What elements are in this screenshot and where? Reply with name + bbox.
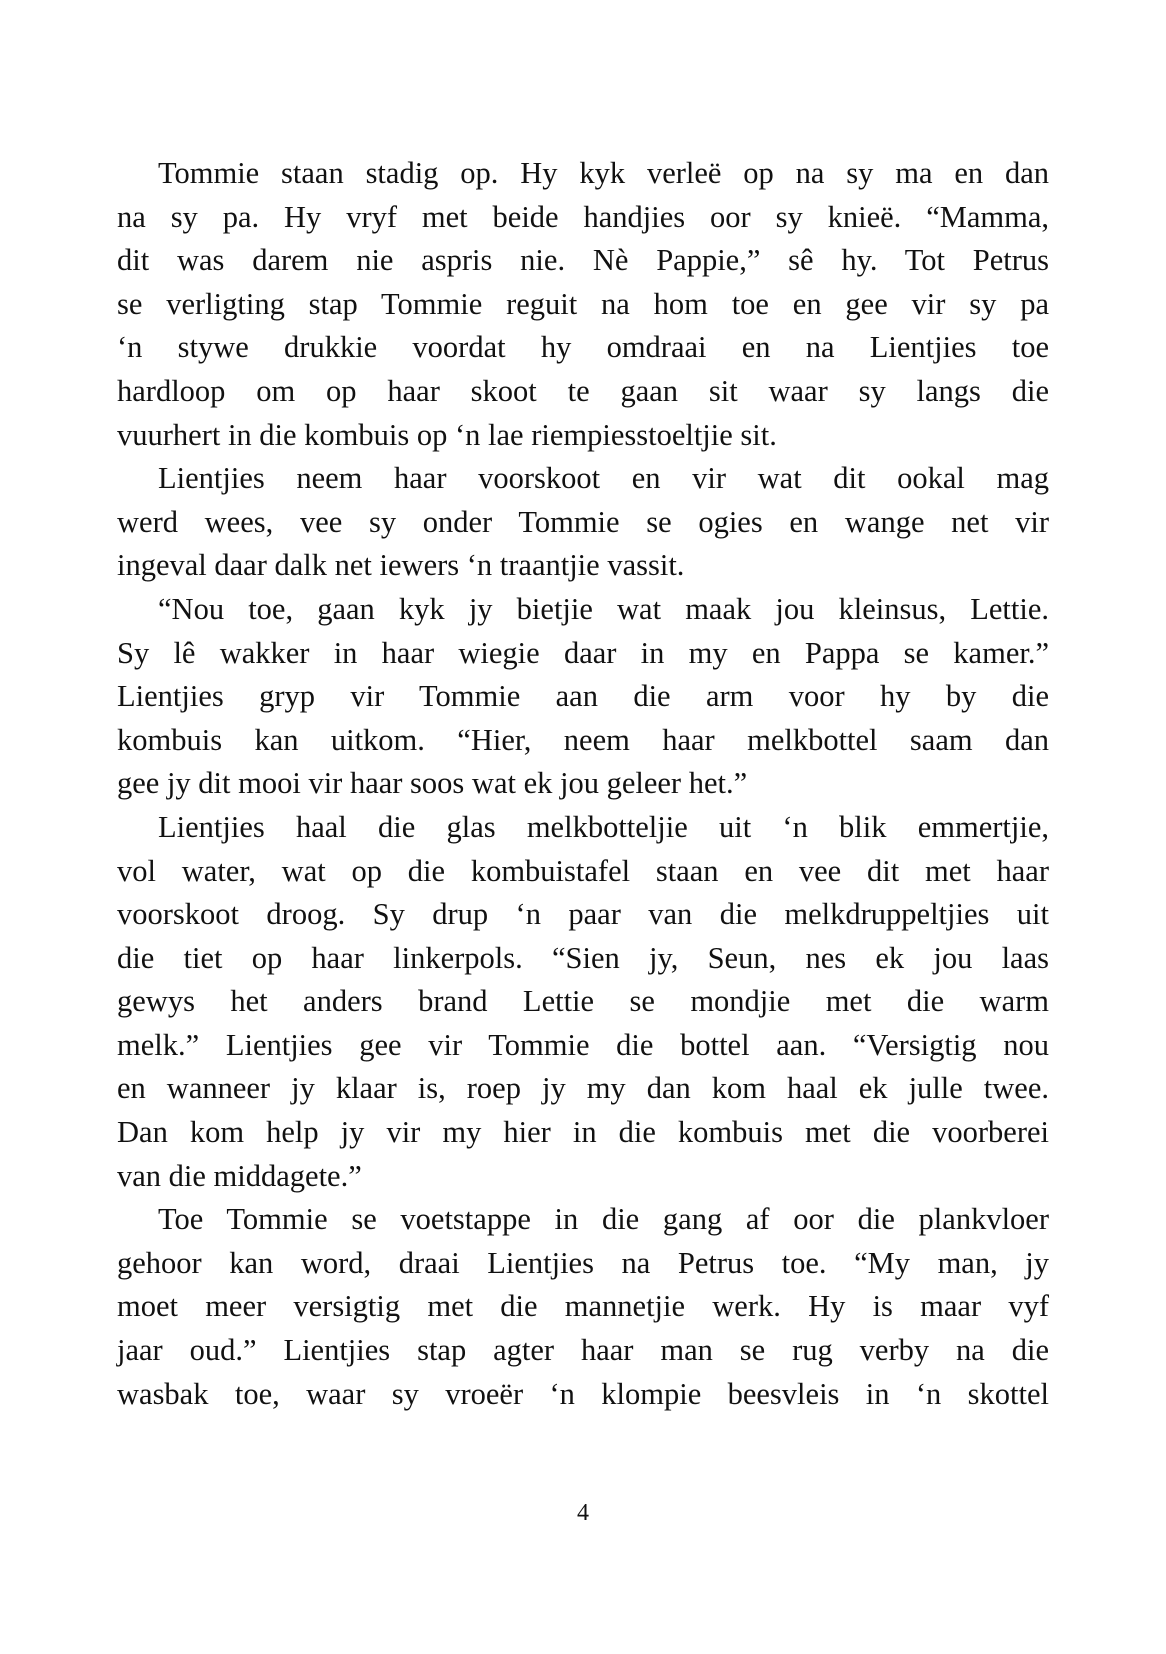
text-line: gewys het anders brand Lettie se mondjie met die warm — [117, 984, 1049, 1019]
text-line: dit was darem nie aspris nie. Nè Pappie,” sê hy. Tot Petrus — [117, 243, 1049, 278]
text-line: “Nou toe, gaan kyk jy bietjie wat maak jou kleinsus, Lettie. — [158, 591, 1049, 626]
text-line: die tiet op haar linkerpols. “Sien jy, Seun, nes ek jou laas — [117, 940, 1049, 975]
text-line: Lientjies haal die glas melkbotteljie uit ‘n blik emmertjie, — [158, 809, 1049, 844]
text-line: Sy lê wakker in haar wiegie daar in my en Pappa se kamer.” — [117, 635, 1049, 670]
text-line: melk.” Lientjies gee vir Tommie die bottel aan. “Versigtig nou — [117, 1027, 1049, 1062]
page-number: 4 — [577, 1500, 589, 1526]
text-line: van die middagete.” — [117, 1158, 362, 1193]
paragraph — [117, 806, 1049, 1198]
text-line: gehoor kan word, draai Lientjies na Petrus toe. “My man, jy — [117, 1245, 1049, 1280]
text-line: wasbak toe, waar sy vroeër ‘n klompie beesvleis in ‘n skottel — [117, 1376, 1049, 1411]
text-line: Toe Tommie se voetstappe in die gang af oor die plankvloer — [158, 1202, 1049, 1237]
text-line: vuurhert in die kombuis op ‘n lae riempiesstoeltjie sit. — [117, 417, 777, 452]
text-line: Dan kom help jy vir my hier in die kombuis met die voorberei — [117, 1115, 1049, 1150]
text-line: ‘n stywe drukkie voordat hy omdraai en na Lientjies toe — [117, 330, 1049, 365]
paragraph — [117, 588, 1049, 806]
text-line: Lientjies neem haar voorskoot en vir wat dit ookal mag — [158, 461, 1049, 496]
text-line: na sy pa. Hy vryf met beide handjies oor sy knieë. “Mamma, — [117, 199, 1049, 234]
text-line: Lientjies gryp vir Tommie aan die arm voor hy by die — [117, 679, 1049, 714]
paragraph — [117, 152, 1049, 457]
text-line: vol water, wat op die kombuistafel staan en vee dit met haar — [117, 853, 1049, 888]
text-line: en wanneer jy klaar is, roep jy my dan kom haal ek julle twee. — [117, 1071, 1049, 1106]
text-line: hardloop om op haar skoot te gaan sit waar sy langs die — [117, 373, 1049, 408]
text-line: jaar oud.” Lientjies stap agter haar man se rug verby na die — [117, 1333, 1049, 1368]
text-line: ingeval daar dalk net iewers ‘n traantjie vassit. — [117, 548, 685, 583]
text-line: gee jy dit mooi vir haar soos wat ek jou geleer het.” — [117, 766, 748, 801]
text-line: voorskoot droog. Sy drup ‘n paar van die melkdruppeltjies uit — [117, 897, 1049, 932]
paragraph — [117, 457, 1049, 588]
text-line: moet meer versigtig met die mannetjie werk. Hy is maar vyf — [117, 1289, 1049, 1324]
text-line: Tommie staan stadig op. Hy kyk verleë op na sy ma en dan — [158, 156, 1049, 190]
text-line: werd wees, vee sy onder Tommie se ogies en wange net vir — [117, 504, 1049, 539]
text-line: se verligting stap Tommie reguit na hom toe en gee vir sy pa — [117, 286, 1049, 321]
text-line: kombuis kan uitkom. “Hier, neem haar melkbottel saam dan — [117, 722, 1049, 757]
paragraph — [117, 1198, 1049, 1416]
page-body-text — [117, 152, 1049, 1416]
